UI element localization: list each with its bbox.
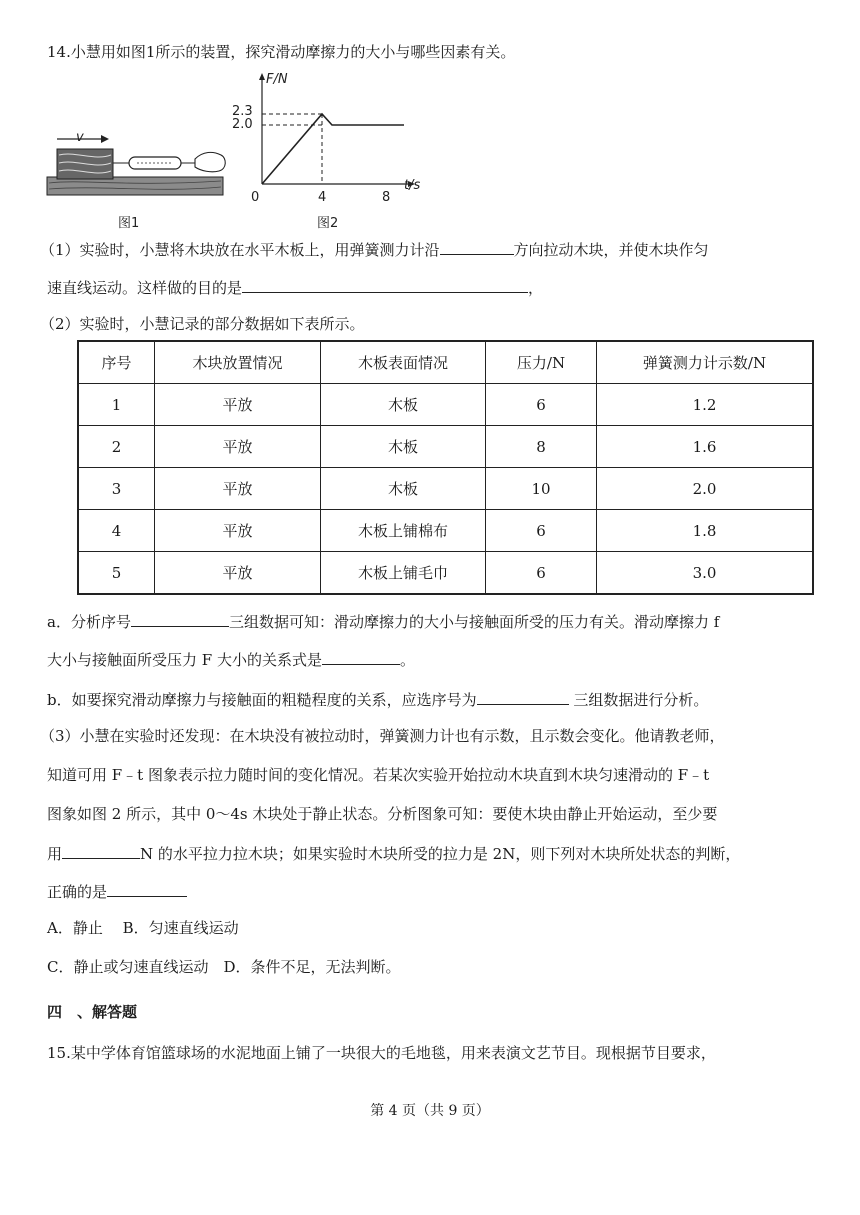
table-cell: 木板 [321,468,486,510]
answer-blank-min-force[interactable] [62,842,140,859]
table-cell: 1.8 [597,510,814,552]
q14-title: 14.小慧用如图1所示的装置，探究滑动摩擦力的大小与哪些因素有关。 [47,43,516,61]
table-cell: 1.6 [597,426,814,468]
part3-line1: （3）小慧在实验时还发现：在木块没有被拉动时，弹簧测力计也有示数，且示数会变化。他请教老师， [40,727,725,745]
table-cell: 2 [78,426,155,468]
section-4-title: 四 、解答题 [47,1003,138,1021]
table-header-cell: 序号 [78,341,155,384]
table-cell: 3.0 [597,552,814,595]
figure-2-caption: 图2 [317,216,339,231]
part2-intro: （2）实验时，小慧记录的部分数据如下表所示。 [40,315,365,333]
table-row [78,510,813,552]
table-header-cell: 木块放置情况 [155,341,321,384]
table-cell: 平放 [155,468,321,510]
part1-line2: 速直线运动。这样做的目的是 ， [47,276,543,298]
table-row [78,552,813,595]
velocity-label: v [76,130,84,145]
part1-line1: （1）实验时，小慧将木块放在水平木板上，用弹簧测力计沿 方向拉动木块，并使木块作匀 [40,238,709,260]
data-table [77,340,814,595]
figure-1-apparatus [45,125,230,205]
table-header-cell: 压力/N [486,341,597,384]
answer-blank-purpose[interactable] [242,276,528,293]
options-line2: C．静止或匀速直线运动 D．条件不足，无法判断。 [47,958,401,976]
answer-blank-state[interactable] [107,880,187,897]
table-cell: 平放 [155,384,321,426]
velocity-arrowhead [101,135,109,143]
table-cell: 平放 [155,552,321,595]
part2b-line: b．如要探究滑动摩擦力与接触面的粗糙程度的关系，应选序号为 三组数据进行分析。 [47,688,708,710]
answer-blank-direction[interactable] [440,238,514,255]
y-tick-2-3: 2.3 [232,104,253,119]
q15-line1: 15.某中学体育馆篮球场的水泥地面上铺了一块很大的毛地毯，用来表演文艺节目。现根据节目要求， [47,1044,716,1062]
table-cell: 木板上铺棉布 [321,510,486,552]
table-header-row [78,341,813,384]
table-cell: 8 [486,426,597,468]
figure-1-caption: 图1 [118,216,140,231]
table-cell: 5 [78,552,155,595]
options-line1: A．静止 B．匀速直线运动 [47,919,239,937]
hand-icon [195,152,225,171]
part2a-line2: 大小与接触面所受压力 F 大小的关系式是 。 [47,648,415,670]
answer-blank-rows-pressure[interactable] [131,610,229,627]
part2a-line1: a．分析序号 三组数据可知：滑动摩擦力的大小与接触面所受的压力有关。滑动摩擦力 f [47,610,719,632]
wooden-board [47,177,223,195]
table-cell: 6 [486,510,597,552]
x-tick-8: 8 [382,190,391,205]
part3-line5: 正确的是 [47,880,187,902]
table-cell: 2.0 [597,468,814,510]
table-row [78,384,813,426]
answer-blank-relation[interactable] [322,648,400,665]
table-cell: 6 [486,552,597,595]
y-axis-label: F/N [266,72,288,87]
table-cell: 10 [486,468,597,510]
table-cell: 木板 [321,426,486,468]
table-cell: 木板 [321,384,486,426]
origin-label: 0 [251,190,260,205]
table-header-cell: 弹簧测力计示数/N [597,341,814,384]
part3-line4: 用 N 的水平拉力拉木块；如果实验时木块所受的拉力是 2N，则下列对木块所处状态的判断， [47,842,740,864]
part3-line3: 图象如图 2 所示，其中 0～4s 木块处于静止状态。分析图象可知：要使木块由静止开始运动，至少要 [47,805,718,823]
table-cell: 6 [486,384,597,426]
table-row [78,426,813,468]
part3-line2: 知道可用 F﹣t 图象表示拉力随时间的变化情况。若某次实验开始拉动木块直到木块匀速滑动的 F﹣t [47,766,710,784]
table-cell: 4 [78,510,155,552]
table-header-cell: 木板表面情况 [321,341,486,384]
y-tick-2-0: 2.0 [232,117,253,132]
page-footer: 第 4 页（共 9 页） [370,1103,490,1119]
answer-blank-rows-roughness[interactable] [477,688,569,705]
table-cell: 平放 [155,510,321,552]
table-row [78,468,813,510]
table-cell: 1 [78,384,155,426]
x-axis-label: t/s [404,178,421,193]
figure-2-graph [250,72,420,197]
table-cell: 平放 [155,426,321,468]
table-cell: 木板上铺毛巾 [321,552,486,595]
table-cell: 1.2 [597,384,814,426]
table-cell: 3 [78,468,155,510]
x-tick-4: 4 [318,190,327,205]
